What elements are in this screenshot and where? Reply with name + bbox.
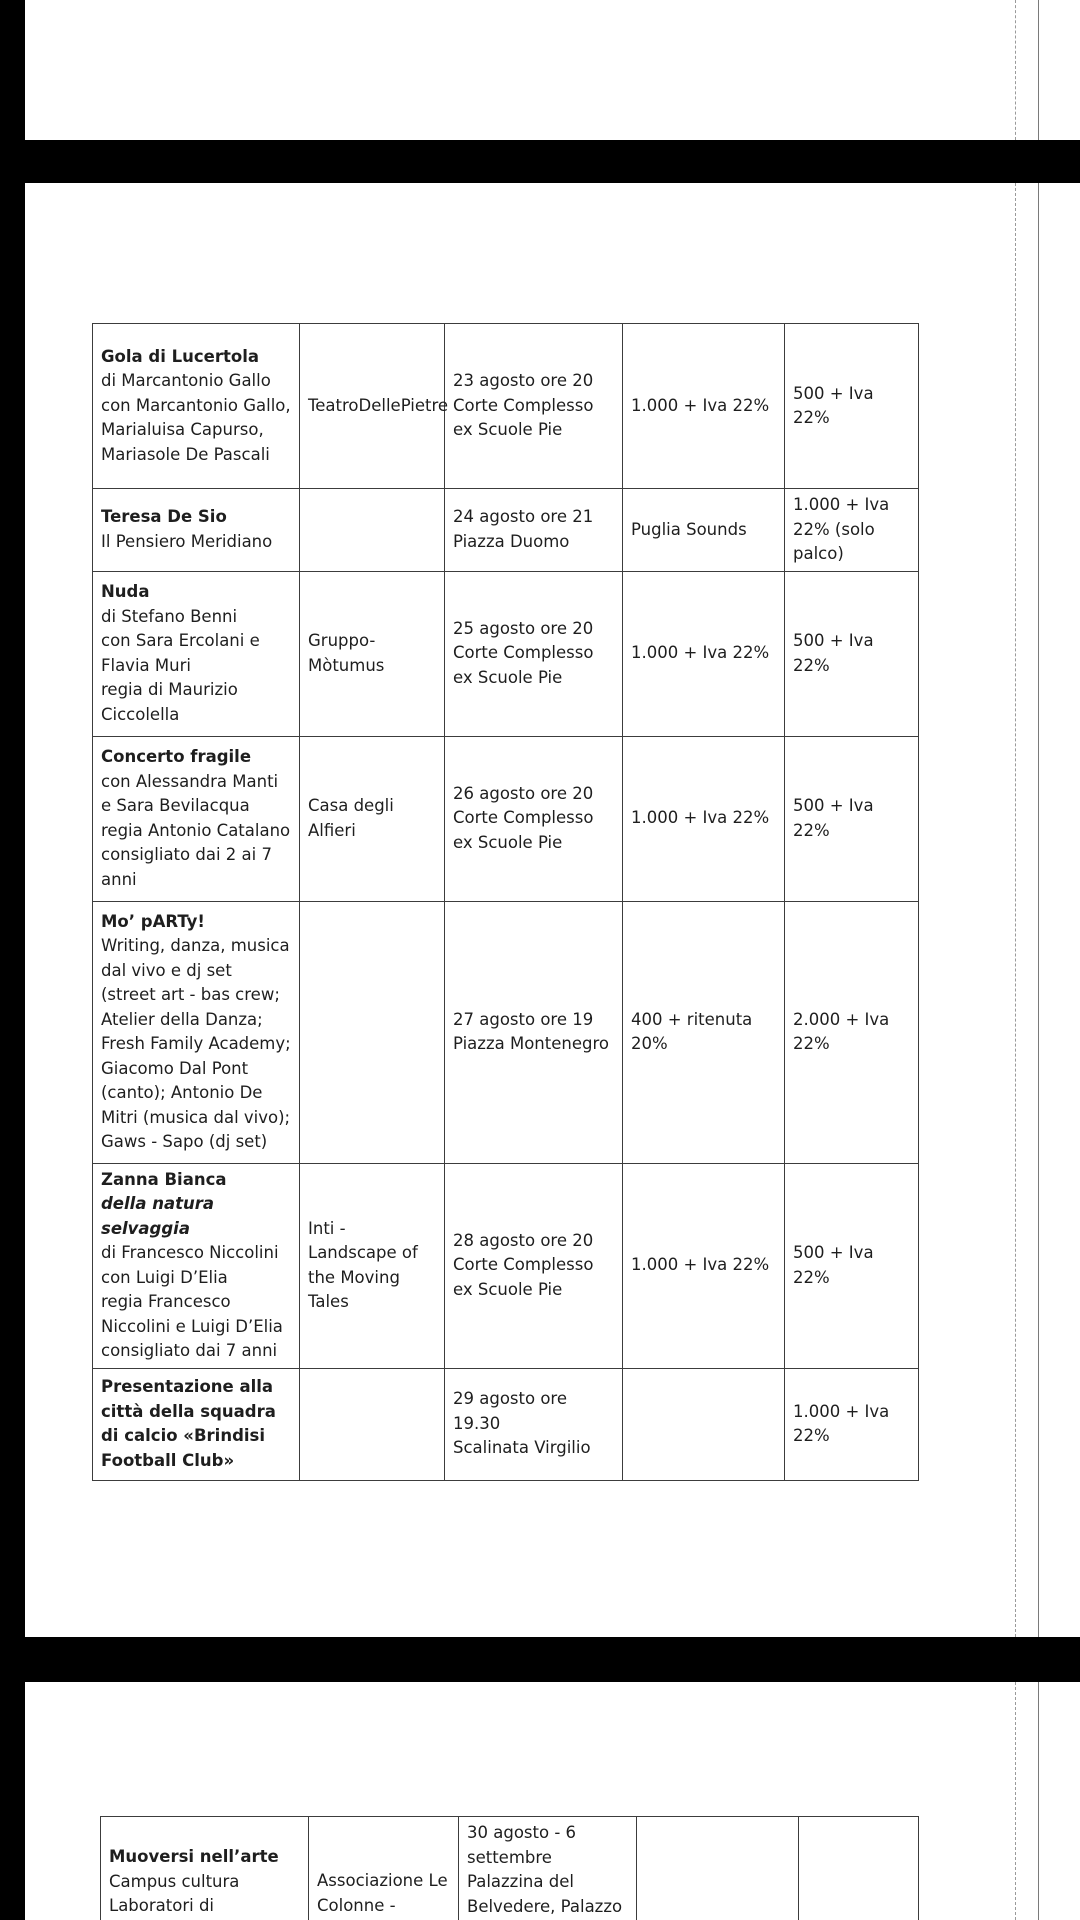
show-title: Gola di Lucertola <box>101 346 260 366</box>
date: 23 agosto ore 20 <box>453 371 594 391</box>
venue: Corte Complesso ex Scuole Pie <box>453 395 594 440</box>
company-cell <box>300 1368 445 1480</box>
date-venue-cell <box>445 736 623 901</box>
show-detail: di Francesco Niccolini <box>101 1243 279 1262</box>
show-cell <box>101 1817 309 1920</box>
fee-cell <box>637 1817 799 1920</box>
fee-cell: Puglia Sounds <box>623 489 785 572</box>
show-title: Concerto fragile <box>101 747 252 766</box>
venue: Corte Complesso ex Scuole Pie <box>453 643 594 687</box>
show-detail: Campus cultura <box>109 1871 240 1891</box>
show-detail: con Sara Ercolani e Flavia Muri <box>101 631 260 675</box>
fee-cell <box>799 1817 919 1920</box>
venue: Piazza Montenegro <box>453 1034 609 1053</box>
show-detail: regia di Maurizio Ciccolella <box>101 680 238 724</box>
company-cell: Gruppo-Mòtumus <box>300 571 445 736</box>
date: 29 agosto ore 19.30 <box>453 1389 567 1433</box>
scan-edge-line <box>1038 183 1039 1637</box>
show-detail: di Stefano Benni <box>101 606 238 626</box>
show-detail: Laboratori di <box>109 1896 215 1915</box>
show-detail: con Alessandra Manti e Sara Bevilacqua <box>101 771 279 815</box>
venue: Corte Complesso ex Scuole Pie <box>453 808 594 852</box>
table-row <box>93 324 919 489</box>
show-title: Nuda <box>101 582 150 601</box>
show-cell <box>93 1368 300 1480</box>
fee-cell: 1.000 + Iva 22% <box>623 571 785 736</box>
show-detail: regia Francesco Niccolini e Luigi D’Elia <box>101 1292 283 1336</box>
fee-cell: 1.000 + Iva 22% (solo palco) <box>785 489 919 572</box>
show-title: Mo’ pARTy! <box>101 911 205 931</box>
company-cell: Associazione Le Colonne - <box>309 1817 459 1920</box>
fee-cell <box>623 1368 785 1480</box>
venue: Palazzina del Belvedere, Palazzo <box>467 1872 623 1916</box>
show-cell <box>93 571 300 736</box>
show-detail: consigliato dai 7 anni <box>101 1341 278 1360</box>
date-venue-cell <box>445 1163 623 1368</box>
show-title: Zanna Bianca <box>101 1169 227 1189</box>
date: 26 agosto ore 20 <box>453 783 594 803</box>
table-row <box>93 736 919 901</box>
programme-table <box>92 323 919 1481</box>
date-venue-cell <box>445 324 623 489</box>
fee-cell: 500 + Iva 22% <box>785 324 919 489</box>
show-cell <box>93 1163 300 1368</box>
date: 24 agosto ore 21 <box>453 507 594 527</box>
company-cell <box>300 901 445 1163</box>
date-venue-cell <box>445 489 623 572</box>
fee-cell: 1.000 + Iva 22% <box>623 324 785 489</box>
company-cell: TeatroDellePietre <box>300 324 445 489</box>
table-row <box>93 571 919 736</box>
table-row <box>101 1817 919 1920</box>
show-detail: regia Antonio Catalano <box>101 820 291 840</box>
show-detail: consigliato dai 2 ai 7 anni <box>101 845 272 889</box>
date: 30 agosto - 6 settembre <box>467 1823 577 1867</box>
fee-cell: 500 + Iva 22% <box>785 736 919 901</box>
table-row <box>93 901 919 1163</box>
fee-cell: 1.000 + Iva 22% <box>623 736 785 901</box>
scan-edge-line <box>1038 1682 1039 1920</box>
fee-cell: 500 + Iva 22% <box>785 571 919 736</box>
venue: Piazza Duomo <box>453 531 570 551</box>
scan-edge-line <box>1015 183 1016 1637</box>
programme-table <box>100 1816 919 1920</box>
page-main <box>25 183 1080 1637</box>
fee-cell: 1.000 + Iva 22% <box>623 1163 785 1368</box>
fee-cell: 400 + ritenuta 20% <box>623 901 785 1163</box>
show-subtitle: della natura selvaggia <box>101 1194 214 1238</box>
show-title: Muoversi nell’arte <box>109 1847 279 1866</box>
date-venue-cell <box>459 1817 637 1920</box>
show-cell <box>93 736 300 901</box>
company-cell <box>300 489 445 572</box>
show-detail: con Luigi D’Elia <box>101 1267 228 1287</box>
date: 28 agosto ore 20 <box>453 1230 594 1250</box>
show-detail: Il Pensiero Meridiano <box>101 531 273 551</box>
table-row <box>93 1368 919 1480</box>
fee-cell: 2.000 + Iva 22% <box>785 901 919 1163</box>
fee-cell: 500 + Iva 22% <box>785 1163 919 1368</box>
date-venue-cell <box>445 571 623 736</box>
company-cell: Casa degli Alfieri <box>300 736 445 901</box>
table-row <box>93 1163 919 1368</box>
venue: Corte Complesso ex Scuole Pie <box>453 1255 594 1299</box>
date: 27 agosto ore 19 <box>453 1009 594 1029</box>
page-top <box>25 0 1080 140</box>
show-detail: con Marcantonio Gallo, Marialuisa Capurso, Mariasole De Pascali <box>101 395 291 464</box>
show-title: Teresa De Sio <box>101 507 227 527</box>
show-title: Presentazione alla città della squadra di calcio «Brindisi Football Club» <box>101 1377 276 1470</box>
show-cell <box>93 324 300 489</box>
page-bottom <box>25 1682 1080 1920</box>
company-cell: Inti - Landscape of the Moving Tales <box>300 1163 445 1368</box>
show-cell <box>93 489 300 572</box>
show-detail: di Marcantonio Gallo <box>101 371 271 391</box>
fee-cell: 1.000 + Iva 22% <box>785 1368 919 1480</box>
table-row <box>93 489 919 572</box>
date: 25 agosto ore 20 <box>453 618 594 638</box>
show-cell <box>93 901 300 1163</box>
date-venue-cell <box>445 1368 623 1480</box>
date-venue-cell <box>445 901 623 1163</box>
scan-edge-line <box>1015 1682 1016 1920</box>
scan-edge-line <box>1038 0 1039 140</box>
venue: Scalinata Virgilio <box>453 1438 591 1458</box>
scan-edge-line <box>1015 0 1016 140</box>
show-detail: Writing, danza, musica dal vivo e dj set (street art - bas crew; Atelier della Danza; Fresh Family Academy; Giacomo Dal Pont (canto); Antonio De Mitri (musica dal vivo); Gaws - Sapo (dj set) <box>101 936 291 1151</box>
